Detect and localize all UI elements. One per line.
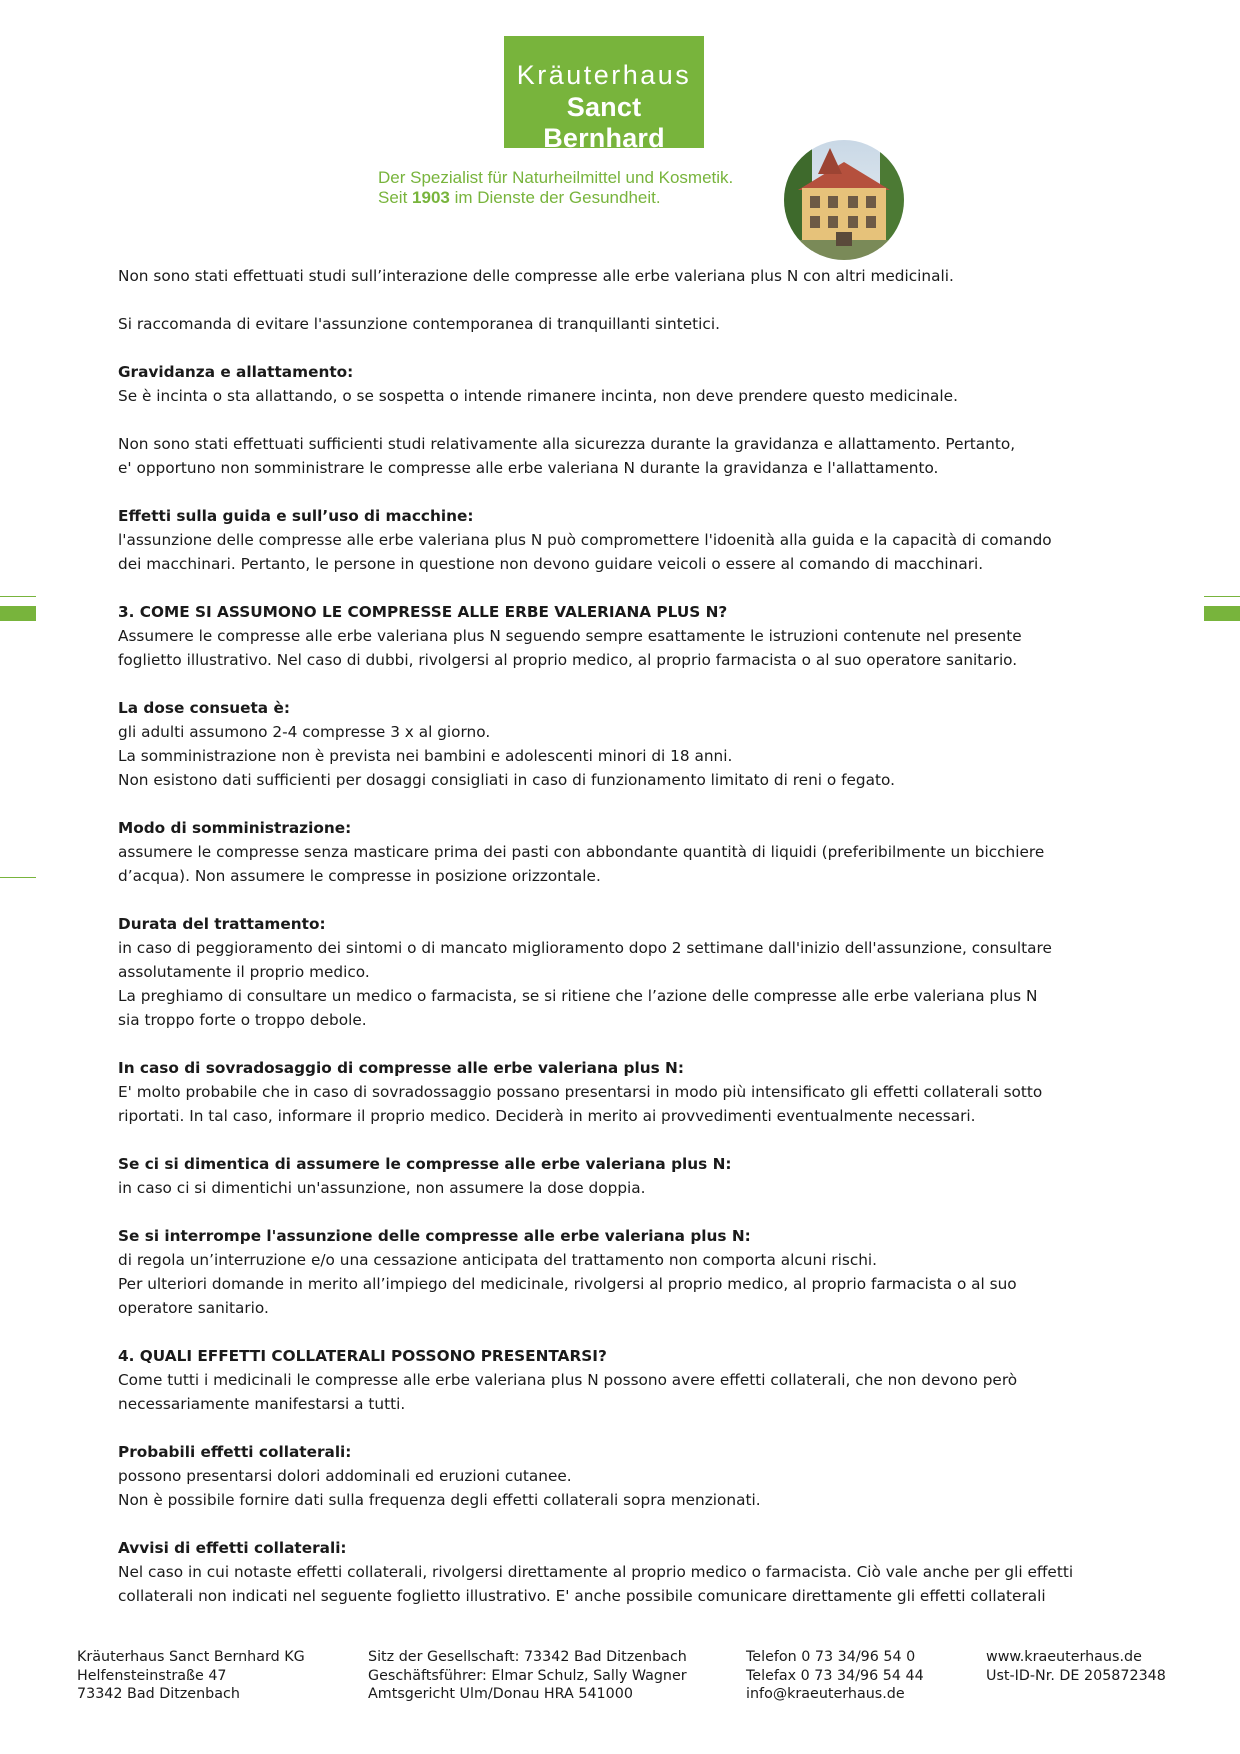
text-line: Non sono stati effettuati sufficienti studi relativamente alla sicurezza durante la gravidanza e allattamento. Pertanto, <box>118 435 1016 453</box>
text-line: Non è possibile fornire dati sulla frequenza degli effetti collaterali sopra menzionati. <box>118 1491 761 1509</box>
fold-mark <box>0 606 36 621</box>
text-line: Come tutti i medicinali le compresse alle erbe valeriana plus N possono avere effetti collaterali, che non devono però <box>118 1371 1018 1389</box>
section-heading: Gravidanza e allattamento: <box>118 363 354 381</box>
footer-contact <box>746 1648 924 1704</box>
section-dimentica <box>118 1152 1118 1200</box>
logo-line-1: Kräuterhaus <box>516 60 692 90</box>
footer-email-link[interactable]: info@kraeuterhaus.de <box>746 1686 905 1702</box>
section-4 <box>118 1344 1118 1416</box>
text-line: Per ulteriori domande in merito all’impiego del medicinale, rivolgersi al proprio medico, al proprio farmacista o al suo <box>118 1275 1017 1293</box>
section-3 <box>118 600 1118 672</box>
text-line: dei macchinari. Pertanto, le persone in questione non devono guidare veicoli o essere al comando di macchinari. <box>118 555 984 573</box>
building-illustration-icon <box>784 140 904 260</box>
footer-company-address <box>77 1648 305 1704</box>
text-line: La somministrazione non è prevista nei bambini e adolescenti minori di 18 anni. <box>118 747 733 765</box>
paragraph <box>118 432 1118 480</box>
building-photo <box>784 140 904 260</box>
footer-text: 73342 Bad Ditzenbach <box>77 1686 240 1702</box>
tagline-rest: im Dienste der Gesundheit. <box>454 188 661 207</box>
footer-legal-info <box>368 1648 687 1704</box>
crop-line <box>1204 596 1240 597</box>
crop-line <box>0 877 36 878</box>
tagline-line-1: Der Spezialist für Naturheilmittel und Kosmetik. <box>378 168 734 187</box>
tagline-seit: Seit <box>378 188 408 207</box>
section-modo <box>118 816 1118 888</box>
section-heading: In caso di sovradosaggio di compresse alle erbe valeriana plus N: <box>118 1059 684 1077</box>
section-heading: 3. COME SI ASSUMONO LE COMPRESSE ALLE ERBE VALERIANA PLUS N? <box>118 603 728 621</box>
brand-logo <box>504 36 704 153</box>
section-heading: 4. QUALI EFFETTI COLLATERALI POSSONO PRESENTARSI? <box>118 1347 607 1365</box>
tagline-line-2 <box>378 188 733 208</box>
footer-website-link[interactable]: www.kraeuterhaus.de <box>986 1649 1142 1665</box>
logo-line-2: Sanct Bernhard <box>543 92 665 153</box>
text-line: Nel caso in cui notaste effetti collaterali, rivolgersi direttamente al proprio medico o farmacista. Ciò vale anche per gli effetti <box>118 1563 1074 1581</box>
section-heading: Avvisi di effetti collaterali: <box>118 1539 347 1557</box>
footer-web-vat <box>986 1648 1166 1685</box>
section-durata <box>118 912 1118 1032</box>
tagline <box>378 168 733 208</box>
section-gravidanza <box>118 360 1118 408</box>
text-line: Si raccomanda di evitare l'assunzione contemporanea di tranquillanti sintetici. <box>118 315 720 333</box>
section-heading: La dose consueta è: <box>118 699 290 717</box>
paragraph <box>118 264 1118 288</box>
text-line: l'assunzione delle compresse alle erbe valeriana plus N può compromettere l'idoenità alla guida e la capacità di comando <box>118 531 1052 549</box>
section-heading: Se ci si dimentica di assumere le compresse alle erbe valeriana plus N: <box>118 1155 732 1173</box>
footer-text: Amtsgericht Ulm/Donau HRA 541000 <box>368 1686 633 1702</box>
text-line: di regola un’interruzione e/o una cessazione anticipata del trattamento non comporta alcuni rischi. <box>118 1251 878 1269</box>
text-line: foglietto illustrativo. Nel caso di dubbi, rivolgersi al proprio medico, al proprio farmacista o al suo operatore sanitario. <box>118 651 1018 669</box>
footer-fax: Telefax 0 73 34/96 54 44 <box>746 1667 924 1684</box>
text-line: operatore sanitario. <box>118 1299 269 1317</box>
text-line: La preghiamo di consultare un medico o farmacista, se si ritiene che l’azione delle compresse alle erbe valeriana plus N <box>118 987 1038 1005</box>
text-line: gli adulti assumono 2-4 compresse 3 x al giorno. <box>118 723 491 741</box>
text-line: Assumere le compresse alle erbe valeriana plus N seguendo sempre esattamente le istruzioni contenute nel presente <box>118 627 1022 645</box>
section-heading: Durata del trattamento: <box>118 915 326 933</box>
footer-text: Sitz der Gesellschaft: 73342 Bad Ditzenbach <box>368 1649 687 1665</box>
section-sovradosaggio <box>118 1056 1118 1128</box>
section-heading: Probabili effetti collaterali: <box>118 1443 352 1461</box>
text-line: necessariamente manifestarsi a tutti. <box>118 1395 406 1413</box>
section-dose <box>118 696 1118 792</box>
text-line: assolutamente il proprio medico. <box>118 963 370 981</box>
fold-mark <box>1204 606 1240 621</box>
footer-text: Geschäftsführer: Elmar Schulz, Sally Wagner <box>368 1667 687 1684</box>
section-heading: Effetti sulla guida e sull’uso di macchine: <box>118 507 474 525</box>
section-heading: Se si interrompe l'assunzione delle compresse alle erbe valeriana plus N: <box>118 1227 751 1245</box>
section-heading: Modo di somministrazione: <box>118 819 352 837</box>
text-line: d’acqua). Non assumere le compresse in posizione orizzontale. <box>118 867 601 885</box>
footer-text: Helfensteinstraße 47 <box>77 1667 227 1684</box>
crop-line <box>0 596 36 597</box>
section-probabili <box>118 1440 1118 1512</box>
tagline-year: 1903 <box>412 188 450 207</box>
text-line: riportati. In tal caso, informare il proprio medico. Deciderà in merito ai provvedimenti eventualmente necessari. <box>118 1107 976 1125</box>
text-line: sia troppo forte o troppo debole. <box>118 1011 367 1029</box>
leaflet-body <box>118 264 1118 1632</box>
text-line: assumere le compresse senza masticare prima dei pasti con abbondante quantità di liquidi (preferibilmente un bicchiere <box>118 843 1045 861</box>
footer-text: Kräuterhaus Sanct Bernhard KG <box>77 1649 305 1665</box>
text-line: possono presentarsi dolori addominali ed eruzioni cutanee. <box>118 1467 572 1485</box>
section-interrompe <box>118 1224 1118 1320</box>
text-line: Non sono stati effettuati studi sull’interazione delle compresse alle erbe valeriana plus N con altri medicinali. <box>118 267 954 285</box>
section-guida <box>118 504 1118 576</box>
section-avvisi <box>118 1536 1118 1608</box>
text-line: in caso ci si dimentichi un'assunzione, non assumere la dose doppia. <box>118 1179 646 1197</box>
text-line: E' molto probabile che in caso di sovradossaggio possano presentarsi in modo più intensificato gli effetti collaterali sotto <box>118 1083 1043 1101</box>
footer-vat-id: Ust-ID-Nr. DE 205872348 <box>986 1667 1166 1684</box>
text-line: Non esistono dati sufficienti per dosaggi consigliati in caso di funzionamento limitato di reni o fegato. <box>118 771 895 789</box>
text-line: collaterali non indicati nel seguente foglietto illustrativo. E' anche possibile comunicare direttamente gli effetti collaterali <box>118 1587 1046 1605</box>
paragraph <box>118 312 1118 336</box>
footer-phone: Telefon 0 73 34/96 54 0 <box>746 1649 916 1665</box>
text-line: Se è incinta o sta allattando, o se sospetta o intende rimanere incinta, non deve prendere questo medicinale. <box>118 387 958 405</box>
text-line: e' opportuno non somministrare le compresse alle erbe valeriana N durante la gravidanza e l'allattamento. <box>118 459 939 477</box>
text-line: in caso di peggioramento dei sintomi o di mancato miglioramento dopo 2 settimane dall'inizio dell'assunzione, consultare <box>118 939 1052 957</box>
